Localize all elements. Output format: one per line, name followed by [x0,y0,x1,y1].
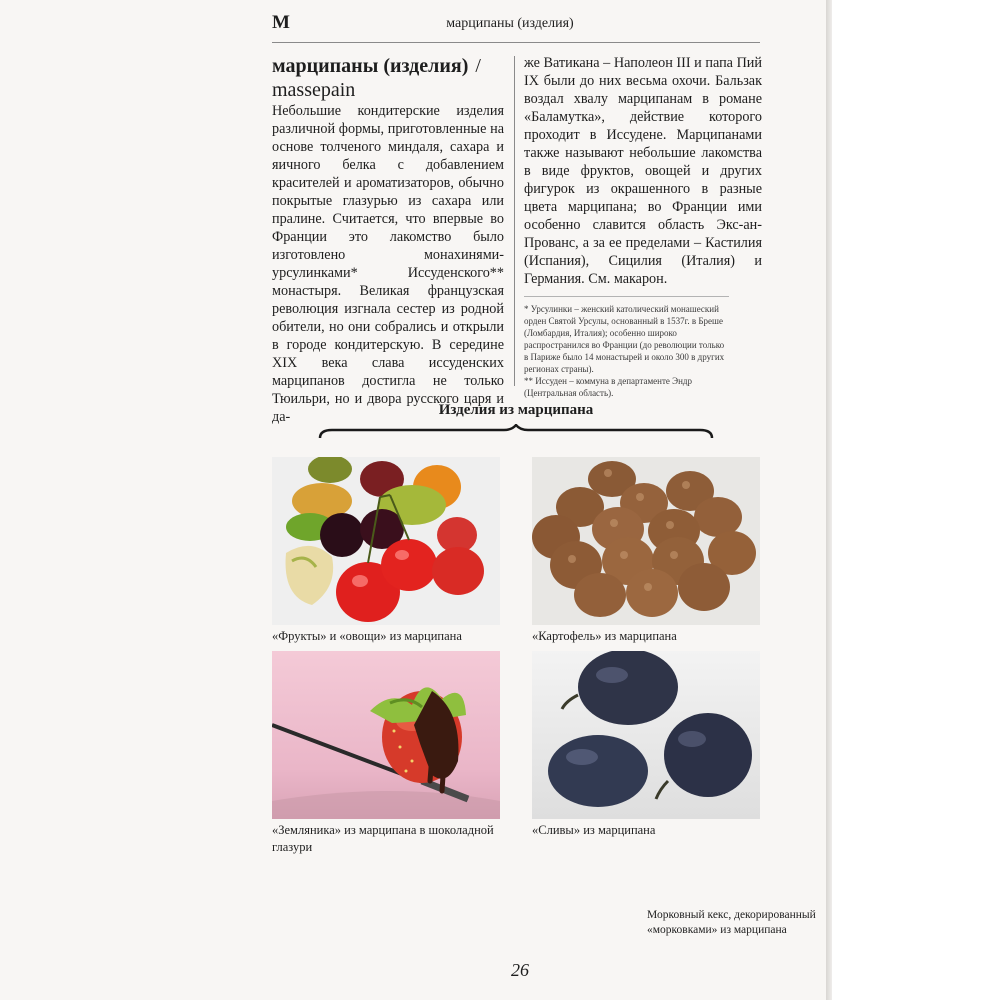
running-title: марципаны (изделия) [446,16,574,31]
page-edge [826,0,832,1000]
footnote-2: ** Иссуден – коммуна в департаменте Эндр (Центральная область). [524,376,692,398]
section-letter: М [272,12,290,33]
header-rule [272,42,760,43]
entry-title-ru: марципаны (изделия) [272,55,469,77]
left-column [272,54,504,426]
side-caption: Морковный кекс, декорированный «морковками» из марципана [647,909,816,936]
heading-brace [318,424,714,440]
strawberry-illustration [272,651,500,819]
photo-marzipan-potatoes [532,457,760,625]
photo-marzipan-strawberry [272,651,500,819]
entry-text-right: же Ватикана – Наполеон III и папа Пий IX были до них весьма охочи. Бальзак воздал хвалу марципанам в романе «Баламутка», действие которого проходит в Иссудене. Марципанами также называют небольшие лакомства в виде фруктов, овощей и других фигурок из окрашенного в разные цвета марципана; во Франции ими особенно славится область Экс-ан-Прованс, а за ее пределами – Кастилия (Испания), Сицилия (Италия) и Германия. См. макарон. [524,55,762,287]
right-column [524,54,762,399]
footnote-1: * Урсулинки – женский католический монашеский орден Святой Урсулы, основанный в 1537г. в Бреше (Ломбардия, Италия); особенно широко распространился во Франции (до революции только в Париже было 14 монастырей и около 300 в других регионах страны). [524,304,725,374]
entry-title-fr: massepain [272,79,356,101]
column-divider [514,56,515,386]
plums-illustration [532,651,760,819]
title-slash: / [475,55,481,77]
photo-marzipan-plums [532,651,760,819]
caption-strawberry: «Земляника» из марципана в шоколадной глазури [272,823,494,854]
page-number: 26 [511,960,529,980]
caption-potatoes: «Картофель» из марципана [532,629,677,643]
section-heading: Изделия из марципана [438,402,594,418]
caption-fruits: «Фрукты» и «овощи» из марципана [272,629,462,643]
footnotes [524,296,729,399]
entry-title [272,54,504,102]
potatoes-illustration [532,457,760,625]
entry-text-left: Небольшие кондитерские изделия различной формы, приготовленные на основе толченого миндаля, сахара и яичного белка с добавлением красителей и ароматизаторов, обычно покрытые глазурью из сахара или пралине. Считается, что впервые во Франции это лакомство было изготовлено монахинями-урсулинками* Иссуденского** монастыря. Великая французская революция изгнала сестер из родной обители, но они собрались и открыли в городе кондитерскую. В середине XIX века слава иссуденских марципанов достигла не только Тюильри, но и двора русского царя и да- [272,103,504,425]
fruits-illustration [272,457,500,625]
photo-marzipan-fruits [272,457,500,625]
caption-plums: «Сливы» из марципана [532,823,656,837]
